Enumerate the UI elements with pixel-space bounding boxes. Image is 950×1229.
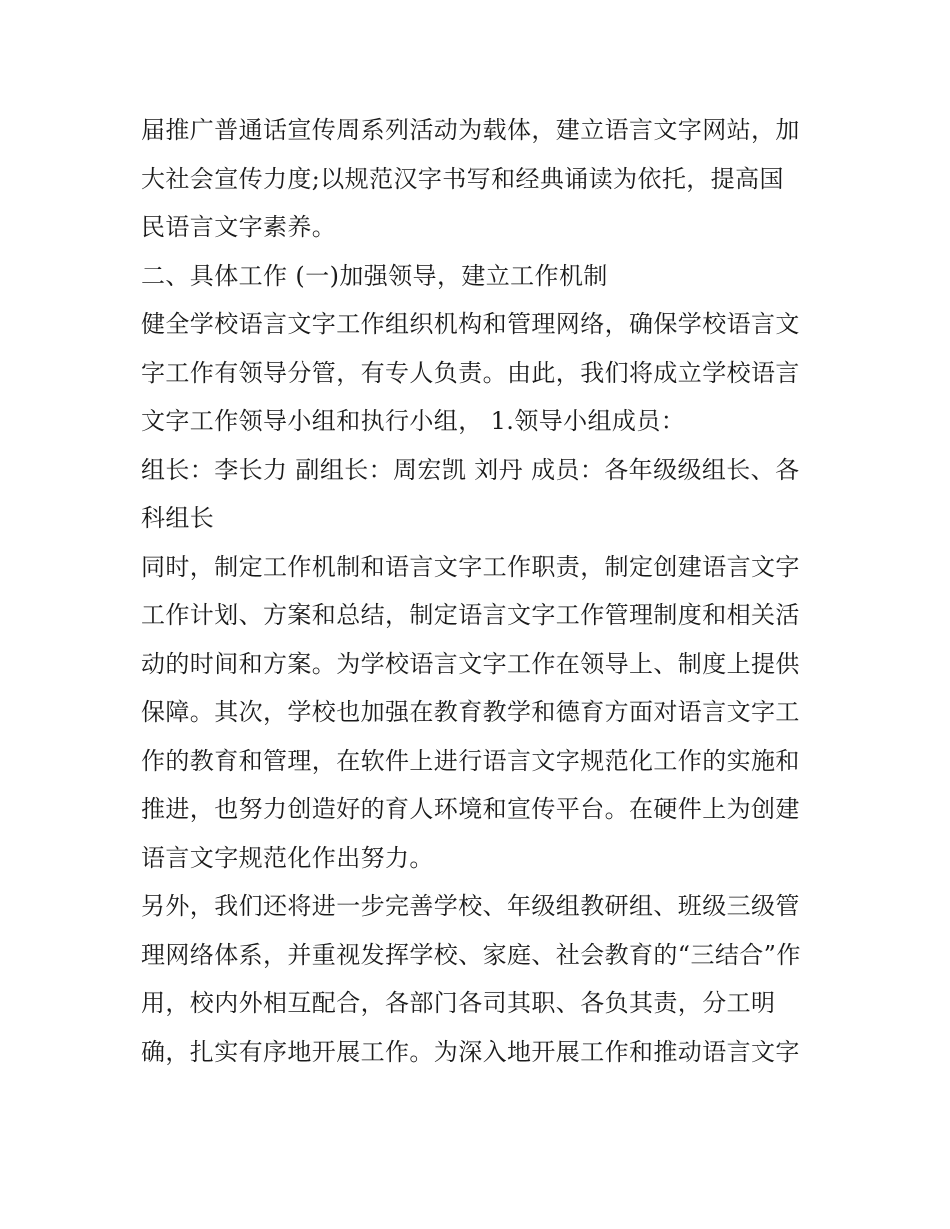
text-line: 语言文字规范化作出努力。 xyxy=(141,843,434,872)
text-line: 另外，我们还将进一步完善学校、年级组教研组、班级三级管 xyxy=(141,892,800,920)
document-body xyxy=(141,106,821,1076)
section-heading: 二、具体工作 (一)加强领导，建立工作机制 xyxy=(141,261,608,290)
text-line: 动的时间和方案。为学校语言文字工作在领导上、制度上提供 xyxy=(141,649,800,678)
text-line: 推进，也努力创造好的育人环境和宣传平台。在硬件上为创建 xyxy=(141,795,800,823)
text-line: 同时，制定工作机制和语言文字工作职责，制定创建语言文字 xyxy=(141,552,800,581)
text-line: 确，扎实有序地开展工作。为深入地开展工作和推动语言文字 xyxy=(141,1037,800,1066)
text-line: 健全学校语言文字工作组织机构和管理网络，确保学校语言文 xyxy=(141,310,800,338)
text-line: 大社会宣传力度;以规范汉字书写和经典诵读为依托，提高国 xyxy=(141,164,784,193)
text-line: 文字工作领导小组和执行小组， 1.领导小组成员： xyxy=(141,407,686,435)
text-line: 字工作有领导分管，有专人负责。由此，我们将成立学校语言 xyxy=(141,358,800,387)
text-line: 科组长 xyxy=(141,504,215,532)
text-line: 理网络体系，并重视发挥学校、家庭、社会教育的“三结合”作 xyxy=(141,940,801,969)
text-line: 用，校内外相互配合，各部门各司其职、各负其责，分工明 xyxy=(141,989,776,1017)
text-line: 届推广普通话宣传周系列活动为载体，建立语言文字网站，加 xyxy=(141,116,800,144)
text-line: 民语言文字素养。 xyxy=(141,213,337,241)
text-line: 保障。其次，学校也加强在教育教学和德育方面对语言文字工 xyxy=(141,698,800,726)
text-line: 工作计划、方案和总结，制定语言文字工作管理制度和相关活 xyxy=(141,601,800,629)
text-line: 组长：李长力 副组长：周宏凯 刘丹 成员：各年级级组长、各 xyxy=(141,455,800,484)
text-line: 作的教育和管理，在软件上进行语言文字规范化工作的实施和 xyxy=(141,746,800,775)
